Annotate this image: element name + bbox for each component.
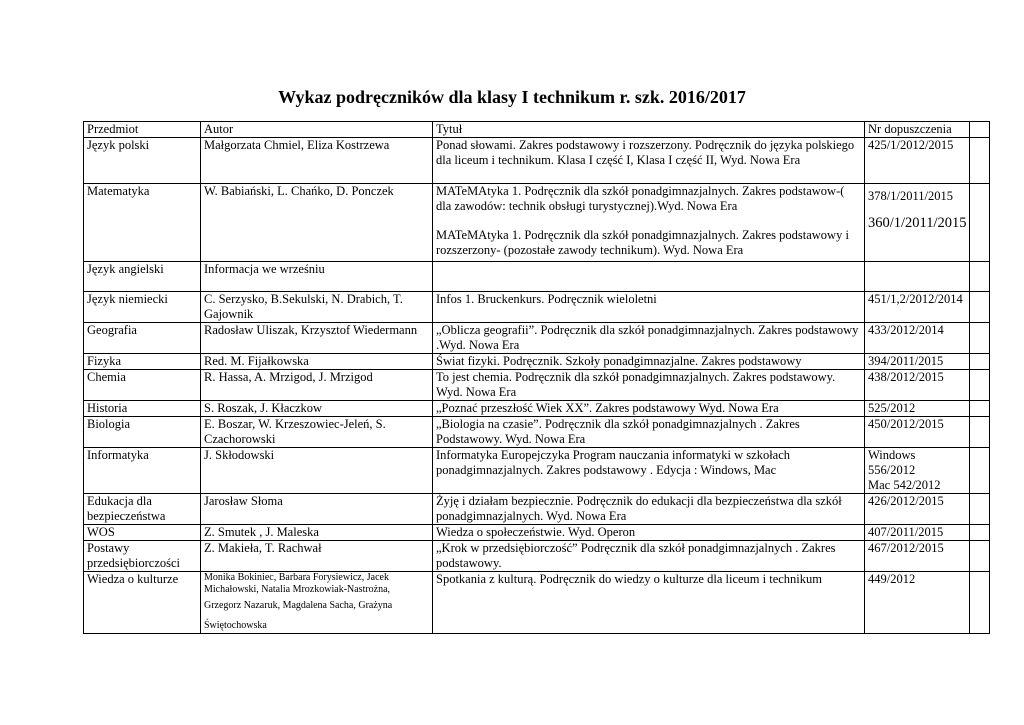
table-row	[84, 572, 990, 634]
table-row	[84, 417, 990, 448]
title-cell: Spotkania z kulturą. Podręcznik do wiedzy o kulturze dla liceum i technikum	[433, 572, 865, 634]
table-header-row	[84, 122, 990, 138]
subject-cell: Chemia	[84, 370, 201, 401]
subject-cell: Historia	[84, 401, 201, 417]
author-cell: Z. Smutek , J. Maleska	[201, 525, 433, 541]
author-cell: Małgorzata Chmiel, Eliza Kostrzewa	[201, 138, 433, 184]
empty-cell	[970, 138, 990, 184]
author-cell: E. Boszar, W. Krzeszowiec-Jeleń, S. Czachorowski	[201, 417, 433, 448]
author-line-1: Monika Bokiniec, Barbara Forysiewicz, Jacek Michałowski, Natalia Mrozkowiak-Nastrożna,	[204, 572, 391, 595]
empty-cell	[970, 525, 990, 541]
table-row	[84, 184, 990, 262]
empty-cell	[970, 292, 990, 323]
title-cell: Infos 1. Bruckenkurs. Podręcznik wieloletni	[433, 292, 865, 323]
header-author: Autor	[201, 122, 433, 138]
table-row	[84, 494, 990, 525]
author-cell: Radosław Uliszak, Krzysztof Wiedermann	[201, 323, 433, 354]
title-cell: Żyję i działam bezpiecznie. Podręcznik do edukacji dla bezpieczeństwa dla szkół ponadgimnazjalnych. Wyd. Nowa Era	[433, 494, 865, 525]
author-line-3: Świętochowska	[204, 620, 267, 631]
empty-cell	[970, 541, 990, 572]
approval-cell: 450/2012/2015	[865, 417, 970, 448]
title-variant-2: MATeMAtyka 1. Podręcznik dla szkół ponadgimnazjalnych. Zakres podstawowy i rozszerzony- (pozostałe zawody technikum). Wyd. Nowa Era	[436, 228, 849, 257]
subject-cell: Postawy przedsiębiorczości	[84, 541, 201, 572]
empty-cell	[970, 323, 990, 354]
author-cell: Red. M. Fijałkowska	[201, 354, 433, 370]
approval-cell: 426/2012/2015	[865, 494, 970, 525]
author-cell: Informacja we wrześniu	[201, 262, 433, 292]
empty-cell	[970, 184, 990, 262]
table-row	[84, 138, 990, 184]
table-row	[84, 525, 990, 541]
subject-cell: Fizyka	[84, 354, 201, 370]
empty-cell	[970, 370, 990, 401]
header-approval: Nr dopuszczenia	[865, 122, 970, 138]
table-row	[84, 401, 990, 417]
title-cell: „Biologia na czasie”. Podręcznik dla szkół ponadgimnazjalnych . Zakres Podstawowy. Wyd. Nowa Era	[433, 417, 865, 448]
approval-line-1: Windows	[868, 448, 916, 462]
approval-cell: 451/1,2/2012/2014	[865, 292, 970, 323]
title-variant-1: MATeMAtyka 1. Podręcznik dla szkół ponadgimnazjalnych. Zakres podstawow-( dla zawodów: technik obsługi turystycznej).Wyd. Nowa Era	[436, 184, 845, 213]
approval-cell: 525/2012	[865, 401, 970, 417]
title-cell: Ponad słowami. Zakres podstawowy i rozszerzony. Podręcznik do języka polskiego dla liceum i technikum. Klasa I część I, Klasa I część II, Wyd. Nowa Era	[433, 138, 865, 184]
table-row	[84, 354, 990, 370]
author-line-2: Grzegorz Nazaruk, Magdalena Sacha, Grażyna	[204, 600, 393, 611]
textbook-table	[83, 121, 990, 634]
subject-cell: WOS	[84, 525, 201, 541]
empty-cell	[970, 262, 990, 292]
approval-cell	[865, 184, 970, 262]
subject-cell: Język polski	[84, 138, 201, 184]
subject-cell: Język niemiecki	[84, 292, 201, 323]
table-row	[84, 262, 990, 292]
title-cell: Informatyka Europejczyka Program nauczania informatyki w szkołach ponadgimnazjalnych. Zakres podstawowy . Edycja : Windows, Mac	[433, 448, 865, 494]
approval-cell: 438/2012/2015	[865, 370, 970, 401]
approval-line-2: 556/2012	[868, 463, 916, 477]
approval-cell: 433/2012/2014	[865, 323, 970, 354]
table-row	[84, 448, 990, 494]
subject-cell: Biologia	[84, 417, 201, 448]
subject-cell: Edukacja dla bezpieczeństwa	[84, 494, 201, 525]
author-cell: Z. Makieła, T. Rachwał	[201, 541, 433, 572]
empty-cell	[970, 494, 990, 525]
table-row	[84, 370, 990, 401]
approval-cell	[865, 262, 970, 292]
title-cell: „Krok w przedsiębiorczość” Podręcznik dla szkół ponadgimnazjalnych . Zakres podstawowy.	[433, 541, 865, 572]
title-cell: To jest chemia. Podręcznik dla szkół ponadgimnazjalnych. Zakres podstawowy. Wyd. Nowa Era	[433, 370, 865, 401]
author-cell: S. Roszak, J. Kłaczkow	[201, 401, 433, 417]
approval-cell: 407/2011/2015	[865, 525, 970, 541]
table-row	[84, 292, 990, 323]
approval-cell: 425/1/2012/2015	[865, 138, 970, 184]
author-cell: R. Hassa, A. Mrzigod, J. Mrzigod	[201, 370, 433, 401]
table-row	[84, 541, 990, 572]
author-cell: J. Skłodowski	[201, 448, 433, 494]
approval-cell: 394/2011/2015	[865, 354, 970, 370]
approval-line-3: Mac 542/2012	[868, 478, 941, 492]
author-cell	[201, 572, 433, 634]
empty-cell	[970, 401, 990, 417]
author-cell: C. Serzysko, B.Sekulski, N. Drabich, T. Gajownik	[201, 292, 433, 323]
title-cell: Wiedza o społeczeństwie. Wyd. Operon	[433, 525, 865, 541]
subject-cell: Informatyka	[84, 448, 201, 494]
title-cell: „Oblicza geografii”. Podręcznik dla szkół ponadgimnazjalnych. Zakres podstawowy .Wyd. Nowa Era	[433, 323, 865, 354]
approval-cell: 449/2012	[865, 572, 970, 634]
header-subject: Przedmiot	[84, 122, 201, 138]
title-cell: „Poznać przeszłość Wiek XX”. Zakres podstawowy Wyd. Nowa Era	[433, 401, 865, 417]
page-title: Wykaz podręczników dla klasy I technikum r. szk. 2016/2017	[278, 87, 746, 107]
empty-cell	[970, 417, 990, 448]
table-row	[84, 323, 990, 354]
approval-cell: 467/2012/2015	[865, 541, 970, 572]
empty-cell	[970, 354, 990, 370]
title-cell: Świat fizyki. Podręcznik. Szkoły ponadgimnazjalne. Zakres podstawowy	[433, 354, 865, 370]
empty-cell	[970, 572, 990, 634]
empty-cell	[970, 122, 990, 138]
title-cell	[433, 262, 865, 292]
title-cell	[433, 184, 865, 262]
subject-cell: Język angielski	[84, 262, 201, 292]
empty-cell	[970, 448, 990, 494]
subject-cell: Matematyka	[84, 184, 201, 262]
approval-number-1: 378/1/2011/2015	[868, 189, 953, 203]
subject-cell: Wiedza o kulturze	[84, 572, 201, 634]
author-cell: Jarosław Słoma	[201, 494, 433, 525]
header-title: Tytuł	[433, 122, 865, 138]
subject-cell: Geografia	[84, 323, 201, 354]
approval-number-2: 360/1/2011/2015	[868, 215, 967, 231]
author-cell: W. Babiański, L. Chańko, D. Ponczek	[201, 184, 433, 262]
approval-cell	[865, 448, 970, 494]
